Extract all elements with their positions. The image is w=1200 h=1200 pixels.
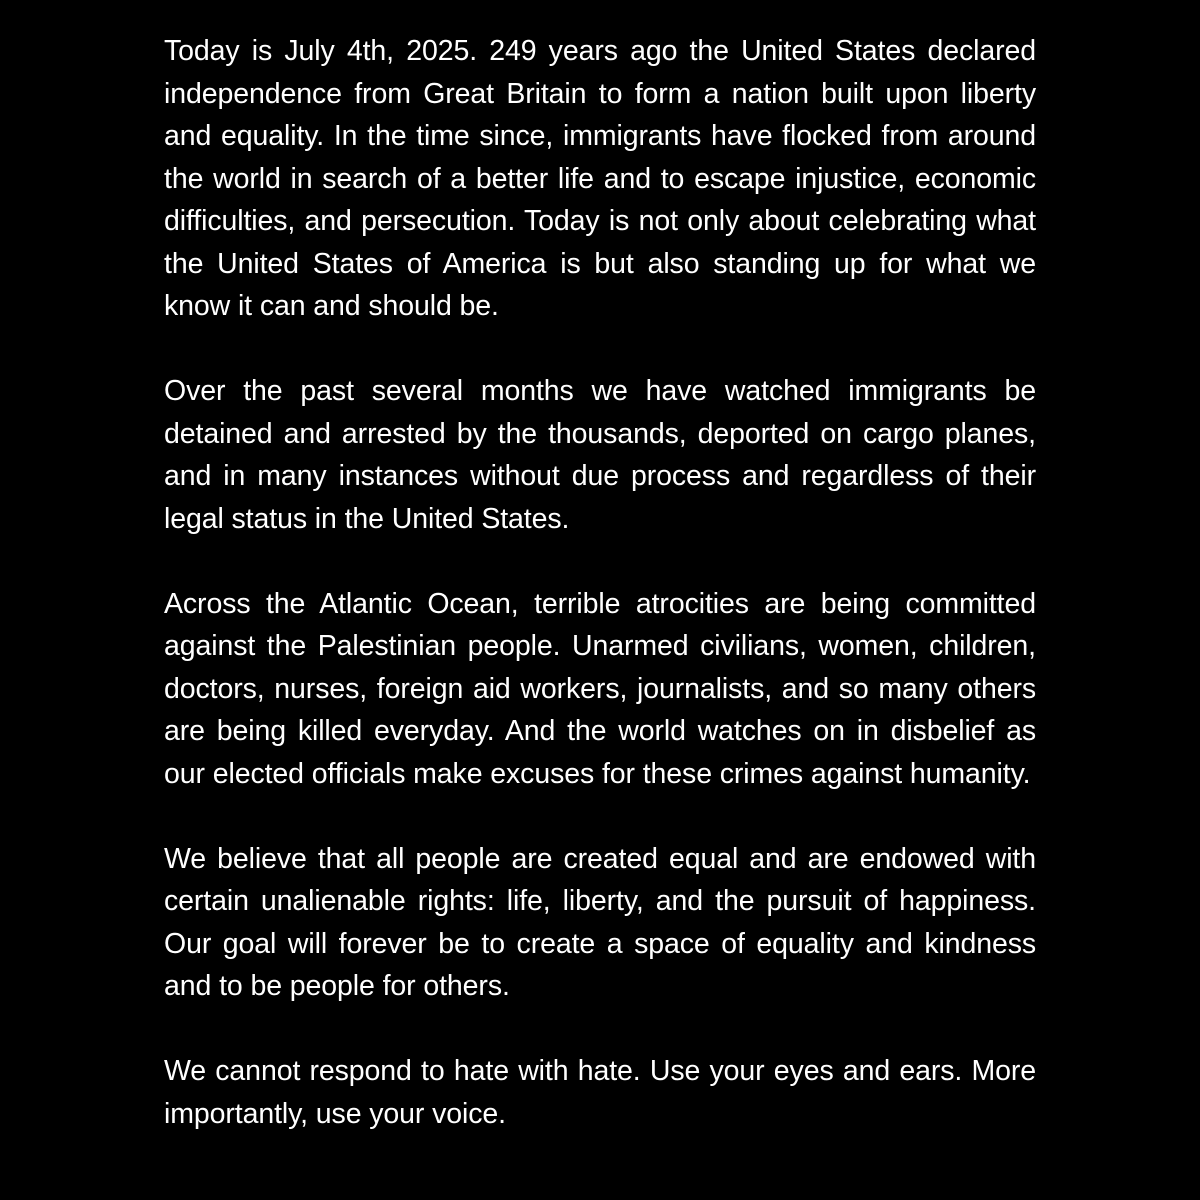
paragraph-independence-day: Today is July 4th, 2025. 249 years ago the United States declared independence from Great Britain to form a nation built upon liberty and equality. In the time since, immigrants have flocked from around the world in search of a better life and to escape injustice, economic difficulties, and persecution. Today is not only about celebrating what the United States of America is but also standing up for what we know it can and should be.	[164, 35, 1036, 322]
paragraph-palestinian-people: Across the Atlantic Ocean, terrible atrocities are being committed against the Palestinian people. Unarmed civilians, women, children, doctors, nurses, foreign aid workers, journalists, and so many others are being killed everyday. And the world watches on in disbelief as our elected officials make excuses for these crimes against humanity.	[164, 587, 1036, 790]
statement-text	[164, 30, 1036, 1135]
paragraph-use-your-voice: We cannot respond to hate with hate. Use your eyes and ears. More importantly, use your voice.	[164, 1055, 1036, 1130]
paragraph-unalienable-rights: We believe that all people are created equal and are endowed with certain unalienable rights: life, liberty, and the pursuit of happiness. Our goal will forever be to create a space of equality and kindness and to be people for others.	[164, 842, 1036, 1002]
paragraph-immigrant-detentions: Over the past several months we have watched immigrants be detained and arrested by the thousands, deported on cargo planes, and in many instances without due process and regardless of their legal status in the United States.	[164, 375, 1036, 535]
